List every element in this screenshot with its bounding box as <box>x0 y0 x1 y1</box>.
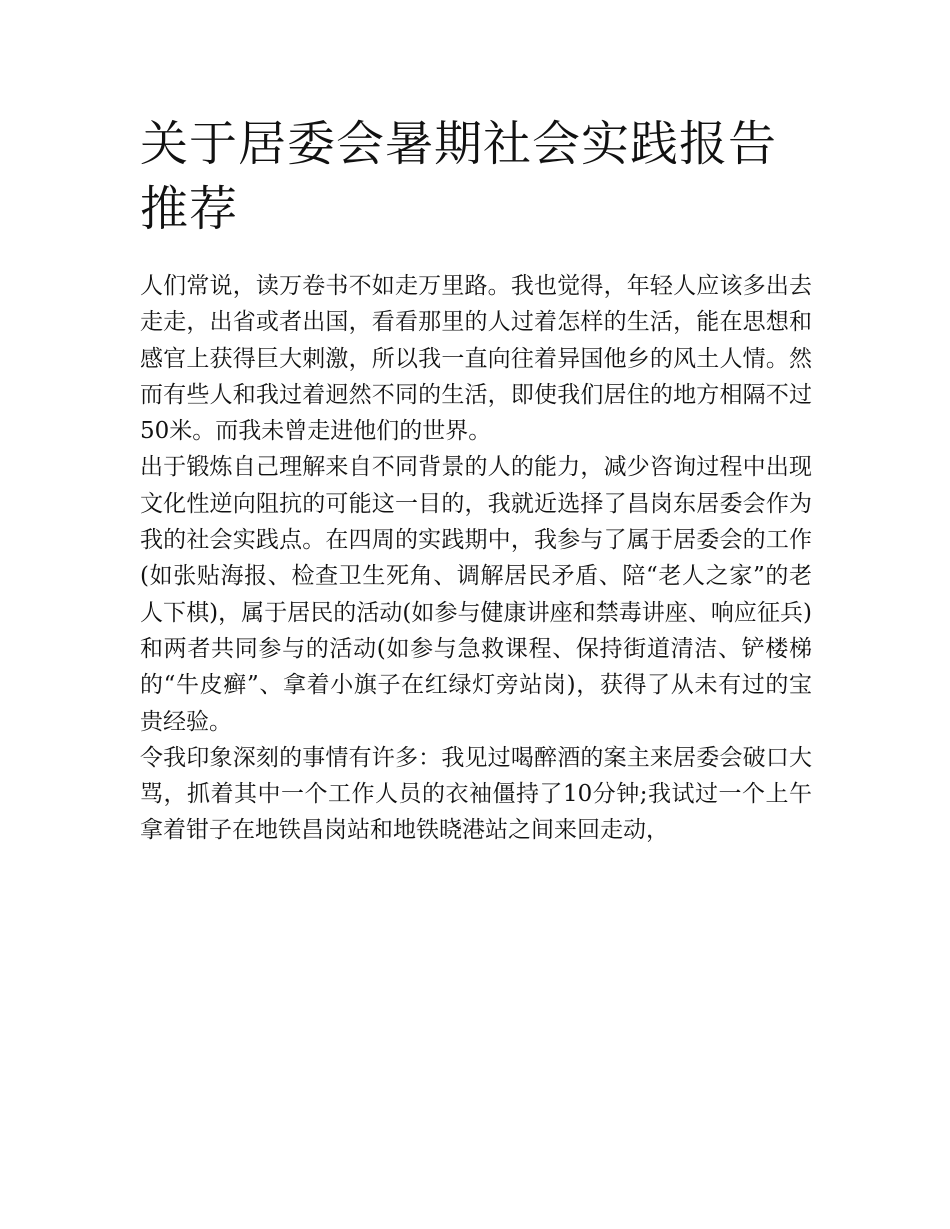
document-title: 关于居委会暑期社会实践报告推荐 <box>140 116 778 237</box>
paragraph-2: 出于锻炼自己理解来自不同背景的人的能力，减少咨询过程中出现文化性逆向阻抗的可能这一目的，我就近选择了昌岗东居委会作为我的社会实践点。在四周的实践期中，我参与了属于居委会的工作(如张贴海报、检查卫生死角、调解居民矛盾、陪“老人之家”的老人下棋)，属于居民的活动(如参与健康讲座和禁毒讲座、响应征兵)和两者共同参与的活动(如参与急救课程、保持街道清洁、铲楼梯的“牛皮癣”、拿着小旗子在红绿灯旁站岗)，获得了从未有过的宝贵经验。 <box>140 454 812 735</box>
document-content <box>140 112 812 849</box>
paragraph-3: 令我印象深刻的事情有许多：我见过喝醉酒的案主来居委会破口大骂，抓着其中一个工作人员的衣袖僵持了10分钟;我试过一个上午拿着钳子在地铁昌岗站和地铁晓港站之间来回走动， <box>140 744 812 844</box>
paragraph-1: 人们常说，读万卷书不如走万里路。我也觉得，年轻人应该多出去走走，出省或者出国，看看那里的人过着怎样的生活，能在思想和感官上获得巨大刺激，所以我一直向往着异国他乡的风土人情。然而有些人和我过着迥然不同的生活，即使我们居住的地方相隔不过50米。而我未曾走进他们的世界。 <box>140 273 812 445</box>
